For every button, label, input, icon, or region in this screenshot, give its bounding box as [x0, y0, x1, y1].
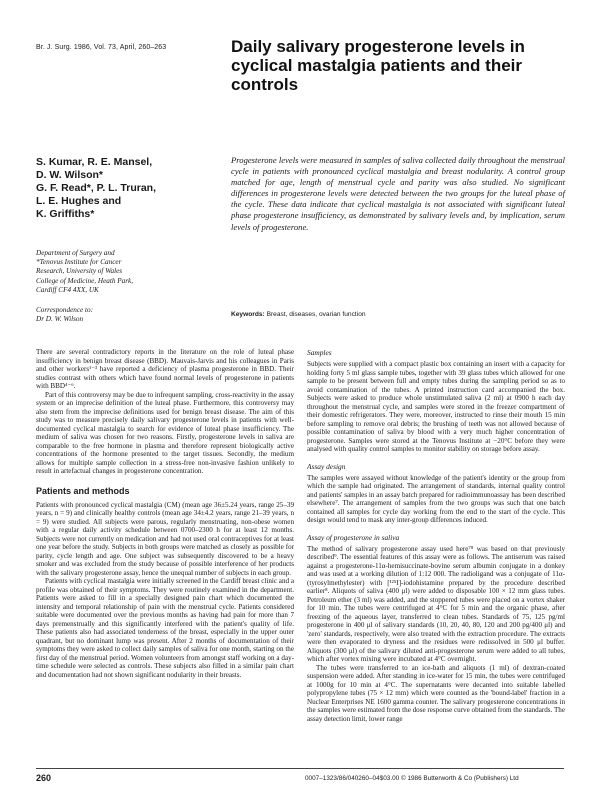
right-column: [307, 348, 565, 723]
article-title: Daily salivary progesterone levels in cyclical mastalgia patients and their controls: [231, 37, 525, 94]
affiliation-line: College of Medicine, Heath Park,: [36, 276, 134, 285]
journal-reference: Br. J. Surg. 1986, Vol. 73, April, 260–263: [36, 44, 167, 51]
affiliation-line: Department of Surgery and: [36, 249, 115, 257]
author-line: K. Griffiths*: [36, 208, 95, 220]
affiliation-line: Research, University of Wales: [36, 267, 123, 276]
methods-paragraph: Patients with cyclical mastalgia were initially screened in the Cardiff breast clinic and a profile was obtained of their symptoms. They were routinely examined in the department. Patients were asked to fill in a specially designed pain chart which documented the intensity and temporal relationship of pain with the menstrual cycle. Patients considered suitable were documented over the previous months as having had pain for more than 7 days premenstrually and this significantly interfered with the patient's quality of life. These patients also had associated tenderness of the breast, especially in the upper outer quadrant, but no dominant lump was present. After 2 months of documentation of their symptoms they were asked to collect daily samples of saliva for one month, starting on the first day of the menstrual period. Women volunteers from amongst staff working on a day-time schedule were selected as controls. These subjects also filled in a similar pain chart and documentation had not shown significant nodularity in their breasts.: [36, 577, 294, 679]
keywords-label: Keywords:: [231, 311, 265, 318]
samples-heading: Samples: [307, 348, 332, 357]
assay-paragraph: The method of salivary progesterone assay used here⁷⁸ was based on that previously described⁹. The essential features of this assay were as follows. The antiserum was raised against a progesterone-11α-hemisuccinate-bovine serum albumin conjugate in a donkey and was used at a working dilution of 1:12 000. The radioligand was a conjugate of 11α-(tyrosylmethylester) with [¹²⁵I]-iodohistamine prepared by the procedure described earlier⁸. Aliquots of saliva (400 μl) were added to disposable 100 × 12 mm glass tubes. Petroleum ether (3 ml) was added, and the stoppered tubes were placed on a vortex shaker for 10 min. The tubes were centrifuged at 4°C for 5 min and the organic phase, after freezing of the aqueous layer, transferred to clean tubes. Standards of 75, 125 pg/ml progesterone in 400 μl of salivary standards (10, 20, 40, 80, 120 and 200 pg/400 μl) and 'zero' standards, respectively, were also treated with the extraction procedure. The extracts were then evaporated to dryness and the residues were redissolved in 500 μl buffer. Aliquots (300 μl) of the salivary diluted anti-progesterone serum were added to all tubes, which after vortex mixing were incubated at 4°C overnight.: [307, 544, 565, 663]
assay-design-heading: Assay design: [307, 461, 346, 471]
keywords-text: Breast, diseases, ovarian function: [266, 311, 366, 318]
samples-paragraph: Subjects were supplied with a compact plastic box containing an insert with a capacity for holding forty 5 ml glass sample tubes, together with 39 glass tubes which allowed for one sample to be present between full and empty tubes during the sampling period so as to avoid contamination of the tubes. A printed instruction card accompanied the box. Subjects were asked to produce whole unstimulated saliva (2 ml) at 0900 h each day throughout the menstrual cycle, and samples were stored in the freezer compartment of their domestic refrigerators. They were, moreover, instructed to rinse their mouth 15 min before sampling to remove oral debris; the brushing of teeth was not allowed because of possible contamination of saliva by blood with a very much higher concentration of progesterone. Samples were stored at the Tenovus Institute at −20°C before they were analysed with quality control samples to monitor stability on storage before assay.: [307, 360, 565, 453]
correspondence-name: Dr D. W. Wilson: [36, 315, 84, 324]
methods-heading: Patients and methods: [36, 485, 130, 496]
affiliation-line: *Tenovus Institute for Cancer: [36, 258, 122, 267]
methods-paragraph: Patients with pronounced cyclical mastalgia (CM) (mean age 36±5.24 years, range 25–39 years, n = 9) and clinically healthy controls (mean age 34±4.2 years, range 21–39 years, n = 9) were studied. All subjects were parous, regularly menstruating, non-obese women with a regular daily activity schedule between 0700–2300 h for at least 12 months. Subjects were not currently on medication and had not used oral contraceptives for at least one year before the study. Subjects in both groups were matched as closely as possible for parity, cycle length and age. One subject was subsequently discovered to be a heavy smoker and was excluded from the study because of possible interference of her products with the salivary progesterone assay, hence the unequal number of subjects in each group.: [36, 500, 294, 577]
author-line: D. W. Wilson*: [36, 169, 103, 181]
affiliation-line: Cardiff CF4 4XX, UK: [36, 285, 99, 294]
footer-rule: [36, 768, 564, 769]
intro-paragraph: Part of this controversy may be due to infrequent sampling, cross-reactivity in the assay system or an imprecise definition of the luteal phase. Furthermore, this controversy may also stem from the imprecise definitions used for benign breast disease. The aim of this study was to measure precisely daily salivary progesterone levels in patients with well-documented cyclical mastalgia to search for evidence of luteal phase insufficiency. The medium of saliva was chosen for two reasons. Firstly, progesterone levels in saliva are comparable to the free hormone in plasma and therefore represent biologically active concentrations of the hormone presented to the target tissues. Secondly, the medium allows for multiple sample collection in a stress-free non-invasive fashion unlikely to result in artefactual changes in progesterone concentration.: [36, 390, 295, 475]
assay-paragraph: The tubes were transferred to an ice-bath and aliquots (1 ml) of dextran-coated suspension were added. After standing in ice-water for 15 min, the tubes were centrifuged at 1000g for 10 min at 4°C. The supernatants were decanted into suitable labelled polypropylene tubes (75 × 12 mm) which were counted as the 'bound-label' fraction in a Nuclear Enterprises NE 1600 gamma counter. The salivary progesterone concentrations in the samples were estimated from the dose response curve obtained from the standards. The assay detection limit, lower range: [307, 663, 565, 723]
intro-paragraph: There are several contradictory reports in the literature on the role of luteal phase insufficiency in benign breast disease (BBD). Mauvais-Jarvis and his colleagues in Paris and other workers¹⁻³ have reported a deficiency of plasma progesterone in BBD. Their studies contrast with others which have found normal levels of progesterone in patients with BBD⁴⁻⁶.: [36, 348, 294, 390]
correspondence: [36, 306, 216, 324]
affiliation: [36, 249, 216, 295]
author-line: G. F. Read*, P. L. Truran,: [36, 182, 157, 194]
author-line: L. E. Hughes and: [36, 195, 122, 207]
copyright-line: 0007–1323/86/040260–04$03.00 © 1986 Butterworth & Co (Publishers) Ltd: [305, 775, 519, 782]
assay-progesterone-heading: Assay of progesterone in saliva: [307, 532, 400, 542]
keywords: [231, 311, 565, 318]
page-number: 260: [36, 773, 52, 783]
abstract: Progesterone levels were measured in samples of saliva collected daily throughout the menstrual cycle in patients with pronounced cyclical mastalgia and breast nodularity. A control group matched for age, length of menstrual cycle and parity was also studied. No significant differences in progesterone levels were detected between the two groups for the luteal phase of the cycle. These data indicate that cyclical mastalgia is not associated with significant luteal phase progesterone insufficiency, as demonstrated by salivary levels and, by implication, serum levels of progesterone.: [231, 155, 565, 232]
assay-design-paragraph: The samples were assayed without knowledge of the patient's identity or the group from which the sample had originated. The arrangement of standards, internal quality control and patients' samples in an assay batch prepared for radioimmunoassay has been described elsewhere⁷. The arrangement of samples from the two groups was such that one batch contained all samples for cycle day working from the end to the start of the cycle. This design would tend to mask any inter-group differences induced.: [307, 473, 565, 524]
left-column: [36, 348, 294, 679]
author-list: [36, 156, 216, 221]
author-line: S. Kumar, R. E. Mansel,: [36, 156, 153, 168]
correspondence-label: Correspondence to:: [36, 306, 94, 314]
